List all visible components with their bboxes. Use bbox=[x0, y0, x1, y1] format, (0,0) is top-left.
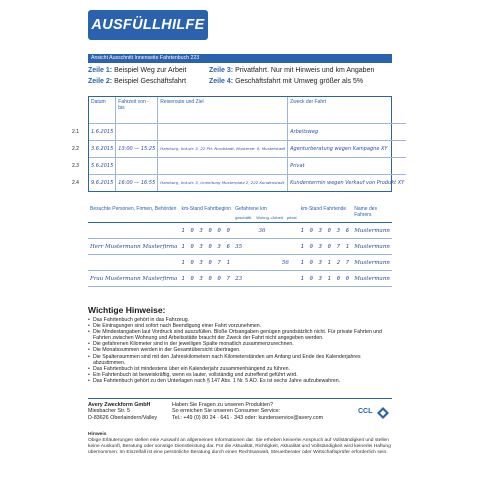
logo-mark-icon bbox=[376, 406, 390, 420]
km-start-cell: 1 0 3 0 0 7 bbox=[179, 271, 233, 287]
km-business-cell: 23 bbox=[233, 271, 256, 287]
col-header-persons: Besuchte Personen, Firmen, Behörden bbox=[88, 204, 179, 223]
line-4-text: Geschäftsfahrt mit Umweg größer als 5% bbox=[235, 78, 364, 85]
line-2-key: Zeile 2: bbox=[88, 78, 113, 85]
line-4-key: Zeile 4: bbox=[209, 78, 234, 85]
km-end-cell: 1 0 3 0 7 1 bbox=[299, 239, 353, 255]
col-header-km-driven bbox=[233, 204, 299, 223]
row-number: 2.4 bbox=[72, 180, 79, 186]
table-row bbox=[89, 140, 406, 157]
table-row bbox=[89, 157, 406, 174]
person-cell bbox=[88, 223, 179, 239]
trip-route bbox=[158, 157, 288, 174]
company-address bbox=[88, 402, 157, 421]
col-header-route: Reiseroute und Ziel bbox=[158, 97, 288, 123]
km-business-cell bbox=[233, 223, 256, 239]
notes-list bbox=[88, 317, 392, 384]
trip-date: 1.6.2015 bbox=[89, 123, 116, 140]
km-business-cell: 35 bbox=[233, 239, 256, 255]
list-item: • Das Fahrtenbuch gehört in das Fahrzeug. bbox=[88, 317, 392, 323]
km-commute-cell bbox=[256, 255, 279, 271]
trip-date: 5.6.2015 bbox=[89, 157, 116, 174]
line-1-key: Zeile 1: bbox=[88, 67, 113, 74]
line-4 bbox=[209, 78, 363, 85]
footer-divider bbox=[88, 398, 392, 399]
legal-text: Obige Erläuterungen stellen eine Auswahl an allgemeinen Informationen dar. Sie erheben keinerlei Anspruch auf Vollständigkeit und stellen keine Auskunft, Beratung oder sonstige Dienstleistung dar. Für die Aktualität, Richtigkeit, Aktualität und Vollständigkeit wird keinerlei Haftung übernommen. Im Einzelfall ist eine persönliche Beratung durch einen Rechtsanwalt, Steuerberater oder Wirtschaftsprüfer erforderlich sein. bbox=[88, 437, 391, 455]
km-end-cell: 1 0 3 1 0 0 bbox=[299, 271, 353, 287]
km-private-cell bbox=[280, 223, 299, 239]
table-row bbox=[89, 174, 406, 191]
list-item: • Die gefahrenen Kilometer sind in der jeweiligen Spalte monatlich zusammenzurechnen. bbox=[88, 341, 392, 347]
km-business-cell bbox=[233, 255, 256, 271]
table-row bbox=[88, 271, 392, 287]
km-commute-cell bbox=[256, 271, 279, 287]
section-band bbox=[88, 54, 392, 63]
driver-cell: Mustermann bbox=[352, 255, 392, 271]
person-cell: Herr Mustermann Musterfirma bbox=[88, 239, 179, 255]
col-header-purpose: Zweck der Fahrt bbox=[290, 99, 327, 105]
trip-purpose: Kundentermin wegen Verkauf von Produkt XY bbox=[288, 174, 407, 191]
trip-purpose: Arbeitsweg bbox=[288, 123, 407, 140]
trip-time: 13:00 — 15:25 bbox=[116, 140, 158, 157]
col-header-km-start: km-Stand Fahrtbeginn bbox=[179, 204, 233, 223]
km-commute-cell bbox=[256, 239, 279, 255]
contact-line-3[interactable]: Tel.: +49 (0) 80 24 · 641 · 343 oder: kundenservice@avery.com bbox=[172, 414, 324, 421]
row-number: 2.1 bbox=[72, 129, 79, 135]
list-item: • Die Eintragungen sind sofort nach Beendigung einer Fahrt vorzunehmen. bbox=[88, 323, 392, 329]
line-3-text: Privatfahrt. Nur mit Hinweis und km Angaben bbox=[235, 67, 375, 74]
km-private-cell bbox=[280, 271, 299, 287]
company-street: Miesbacher Str. 5 bbox=[88, 408, 130, 415]
notes-title: Wichtige Hinweise: bbox=[88, 305, 166, 315]
page-title: AUSFÜLLHILFE bbox=[91, 17, 205, 33]
logo-text: CCL bbox=[358, 408, 373, 415]
trip-header-row bbox=[89, 97, 406, 123]
col-header-km-end: km-Stand Fahrtende bbox=[299, 204, 353, 223]
list-item: • Das Fahrtenbuch ist mindestens über ein Kalenderjahr zusammenhängend zu führen. bbox=[88, 366, 392, 372]
trip-table bbox=[88, 96, 405, 192]
col-header-km-driven-label: Gefahrene km bbox=[235, 206, 267, 212]
driver-cell: Mustermann bbox=[352, 271, 392, 287]
km-end-cell: 1 0 3 1 2 7 bbox=[299, 255, 353, 271]
col-header-driver: Name des Fahrers bbox=[352, 204, 392, 223]
line-3 bbox=[209, 67, 374, 74]
km-private-cell: 56 bbox=[280, 255, 299, 271]
trip-time: 16:00 — 16:55 bbox=[116, 174, 158, 191]
contact-line-1: Haben Sie Fragen zu unseren Produkten? bbox=[172, 402, 273, 408]
driver-cell: Mustermann bbox=[352, 239, 392, 255]
col-header-date: Datum bbox=[89, 97, 116, 123]
list-item: • Das Fahrtenbuch gehört zu den Unterlagen nach § 147 Abs. 1 Nr. 5 AO. Es ist sechs Jahre aufzubewahren. bbox=[88, 378, 392, 384]
legal-title: Hinweis bbox=[88, 432, 107, 437]
km-commute-cell: 36 bbox=[256, 223, 279, 239]
notes-section bbox=[88, 305, 392, 384]
persons-header-row bbox=[88, 204, 392, 223]
line-2-text: Beispiel Geschäftsfahrt bbox=[114, 78, 187, 85]
table-row bbox=[88, 223, 392, 239]
list-item: • Ein Fahrtenbuch ist beweiskräftig, wenn es lauter, vollständig und zutreffend geführt wird. bbox=[88, 372, 392, 378]
col-header-time: Fahrzeit von - bis bbox=[116, 97, 158, 123]
contact-info bbox=[172, 402, 323, 421]
company-city: D-83626 Oberlaindern/Valley bbox=[88, 414, 158, 421]
table-row bbox=[88, 239, 392, 255]
person-cell bbox=[88, 255, 179, 271]
person-cell: Frau Mustermann Musterfirma bbox=[88, 271, 179, 287]
trip-time bbox=[116, 123, 158, 140]
trip-time bbox=[116, 157, 158, 174]
trip-purpose: Agenturberatung wegen Kampagne XY bbox=[288, 140, 407, 157]
table-row bbox=[88, 255, 392, 271]
persons-table bbox=[88, 204, 392, 287]
contact-line-2: So erreichen Sie unseren Consumer Service: bbox=[172, 408, 281, 415]
header-badge bbox=[88, 10, 208, 40]
trip-date: 3.6.2015 bbox=[89, 140, 116, 157]
line-1-text: Beispiel Weg zur Arbeit bbox=[114, 67, 187, 74]
trip-route: Hamburg, Ind.str. 5, 22 Ptt. Nordstadt, Musterstr. 8, Musterstadt bbox=[158, 140, 288, 157]
trip-route bbox=[158, 123, 288, 140]
legal-note bbox=[88, 432, 392, 456]
trip-route: Hamburg, Ind.str. 5, Umleitung Musterplatz 2, 222 Kundenstadt bbox=[158, 174, 288, 191]
col-header-business: geschäftl. bbox=[235, 215, 253, 220]
row-number: 2.3 bbox=[72, 163, 79, 169]
list-item: • Die Spaltensummen sind mit den Jahreskilometern nach Kilometerständen am Anfang und Ende des Kalenderjahres abzustimmen. bbox=[88, 354, 392, 366]
col-header-private: privat bbox=[286, 215, 297, 220]
km-end-cell: 1 0 3 0 3 6 bbox=[299, 223, 353, 239]
trip-purpose: Privat bbox=[288, 157, 407, 174]
table-row bbox=[89, 123, 406, 140]
km-start-cell: 1 0 3 0 3 6 bbox=[179, 239, 233, 255]
trip-date: 9.6.2015 bbox=[89, 174, 116, 191]
col-header-commute: Wohng.-/Arbeit bbox=[256, 215, 283, 220]
list-item: • Die Monatssummen werden in der Gesamtübersicht übertragen. bbox=[88, 347, 392, 353]
company-name: Avery Zweckform GmbH bbox=[88, 402, 151, 408]
driver-cell: Mustermann bbox=[352, 223, 392, 239]
line-1 bbox=[88, 67, 186, 74]
km-start-cell: 1 0 3 0 7 1 bbox=[179, 255, 233, 271]
list-item: • Die Mindestangaben laut Vordruck sind auszufüllen. Bloße Ortsangaben genügen grundsätzlich nicht. Für private Fahrten und Fahrten zwischen Wohnung und Arbeitsstätte braucht der Zweck der Fahrt nicht angegeben werden. bbox=[88, 329, 392, 341]
line-3-key: Zeile 3: bbox=[209, 67, 234, 74]
section-band-text: Ansicht Ausschnitt Innenseite Fahrtenbuch 223 bbox=[91, 55, 200, 61]
line-2 bbox=[88, 78, 186, 85]
km-start-cell: 1 0 3 0 0 0 bbox=[179, 223, 233, 239]
row-number: 2.2 bbox=[72, 146, 79, 152]
ccl-logo bbox=[358, 404, 392, 422]
km-private-cell bbox=[280, 239, 299, 255]
